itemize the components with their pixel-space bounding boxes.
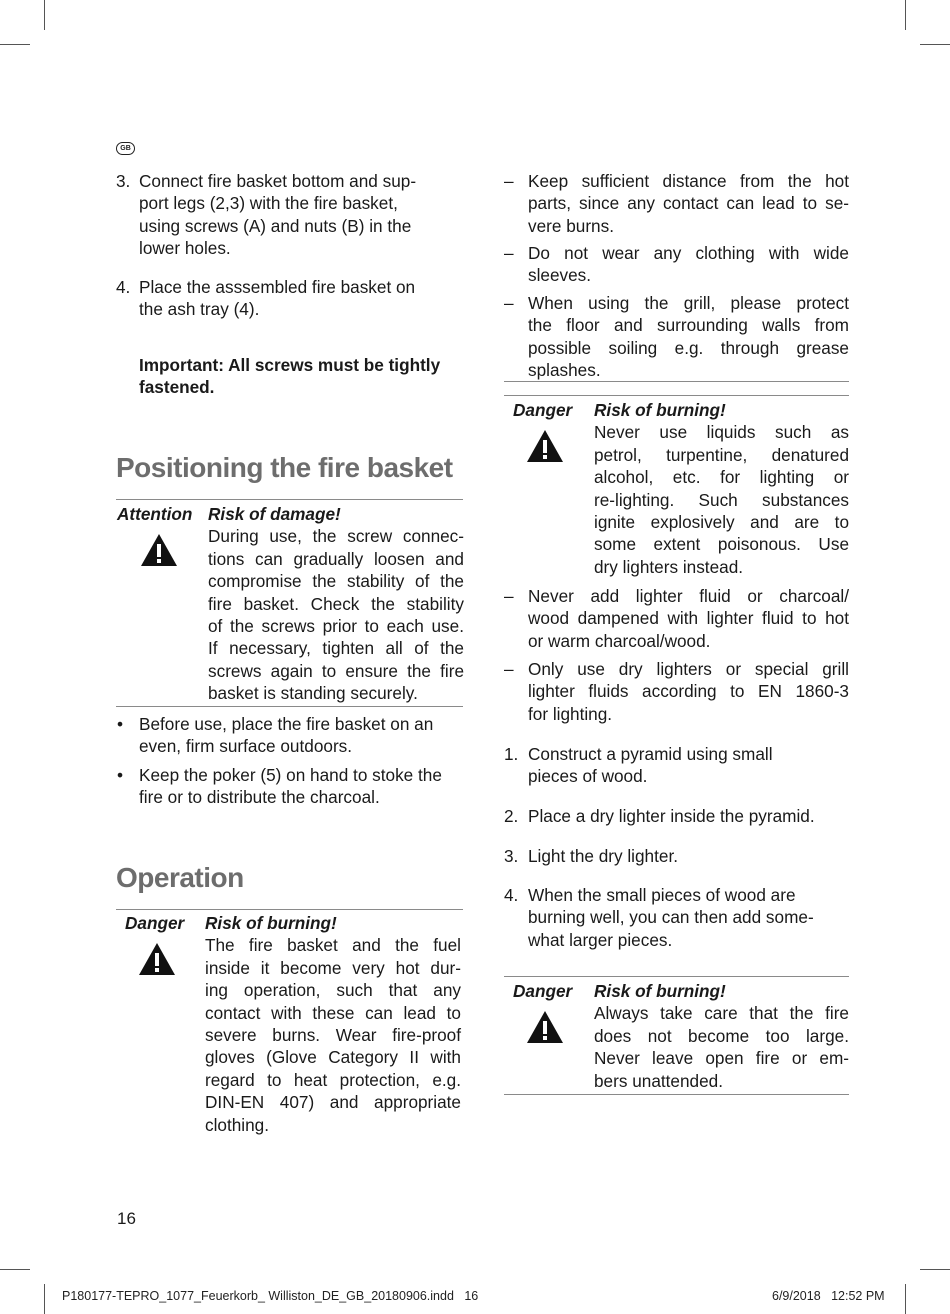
crop-mark	[0, 44, 30, 45]
warning-triangle-icon	[525, 1009, 565, 1045]
warning-body: Risk of burning! The fire basket and the fuel inside it become very hot dur- ing operation, such that any contact with these can lead to severe burns. Wear fire-proof gloves (Glove Category II with regard to heat protection, e.g. DIN-EN 407) and appropriate clothing.	[205, 913, 461, 1135]
step-number: 3.	[504, 846, 519, 866]
signal-word: Danger	[513, 981, 573, 1001]
bullet-symbol: •	[117, 765, 124, 785]
crop-mark	[44, 1284, 45, 1314]
dash-symbol: –	[504, 293, 514, 313]
footer-filename: P180177-TEPRO_1077_Feuerkorb_ Williston_DE_GB_20180906.indd 16	[62, 1289, 479, 1303]
dash-symbol: –	[504, 171, 514, 191]
signal-word: Attention	[117, 504, 193, 524]
step-number: 3.	[116, 171, 131, 191]
step-number: 4.	[116, 277, 131, 297]
footer-date: 6/9/2018 12:52 PM	[772, 1289, 885, 1303]
warning-body: Risk of burning! Always take care that the fire does not become too large. Never leave open fire or em- bers unattended.	[594, 981, 849, 1091]
dash-text: Never add lighter fluid or charcoal/ wood dampened with lighter fluid to hot or warm charcoal/wood.	[528, 586, 849, 651]
step-text: Construct a pyramid using small pieces of wood.	[528, 744, 773, 787]
step-text: When the small pieces of wood are burning well, you can then add some- what larger pieces.	[528, 885, 814, 950]
important-note: Important: All screws must be tightly fastened.	[139, 355, 441, 398]
step-number: 1.	[504, 744, 519, 764]
crop-mark	[44, 0, 45, 30]
crop-mark	[0, 1269, 30, 1270]
divider	[504, 381, 849, 382]
language-badge: GB	[116, 142, 135, 155]
step-text: Place the asssembled fire basket on the ash tray (4).	[139, 277, 416, 320]
bullet-text: Keep the poker (5) on hand to stoke the fire or to distribute the charcoal.	[139, 765, 442, 808]
divider	[116, 499, 463, 500]
step-text: Light the dry lighter.	[528, 846, 679, 866]
divider	[116, 909, 463, 910]
divider	[504, 976, 849, 977]
signal-word: Danger	[513, 400, 573, 420]
warning-body: Risk of burning! Never use liquids such as petrol, turpentine, denatured alcohol, etc. for lighting or re-lighting. Such substances ignite explosively and are to some extent poisonous. Use dry lighters instead.	[594, 400, 849, 577]
divider	[504, 395, 849, 396]
warning-triangle-icon	[137, 941, 177, 977]
dash-symbol: –	[504, 243, 514, 263]
section-heading: Operation	[116, 862, 244, 893]
bullet-text: Before use, place the fire basket on an even, firm surface outdoors.	[139, 714, 434, 757]
step-text: Place a dry lighter inside the pyramid.	[528, 806, 815, 826]
warning-triangle-icon	[139, 532, 179, 568]
warning-body: Risk of damage! During use, the screw connec- tions can gradually loosen and compromise the stability of the fire basket. Check the stability of the screws prior to each use. If necessary, tighten all of the screws again to ensure the fire basket is standing securely.	[208, 504, 464, 704]
dash-symbol: –	[504, 586, 514, 606]
dash-text: Do not wear any clothing with wide sleeves.	[528, 243, 849, 286]
dash-symbol: –	[504, 659, 514, 679]
divider	[504, 1094, 849, 1095]
crop-mark	[905, 1284, 906, 1314]
bullet-symbol: •	[117, 714, 124, 734]
warning-triangle-icon	[525, 428, 565, 464]
dash-text: Keep sufficient distance from the hot parts, since any contact can lead to se- vere burns.	[528, 171, 849, 236]
section-heading: Positioning the fire basket	[116, 452, 453, 483]
dash-text: Only use dry lighters or special grill lighter fluids according to EN 1860-3 for lighting.	[528, 659, 849, 724]
divider	[116, 706, 463, 707]
crop-mark	[905, 0, 906, 30]
dash-text: When using the grill, please protect the floor and surrounding walls from possible soiling e.g. through grease splashes.	[528, 293, 849, 381]
step-number: 2.	[504, 806, 519, 826]
page-number: 16	[117, 1209, 136, 1228]
step-number: 4.	[504, 885, 519, 905]
crop-mark	[920, 44, 950, 45]
step-text: Connect fire basket bottom and sup- port legs (2,3) with the fire basket, using screws (A) and nuts (B) in the lower holes.	[139, 171, 417, 259]
signal-word: Danger	[125, 913, 185, 933]
crop-mark	[920, 1269, 950, 1270]
